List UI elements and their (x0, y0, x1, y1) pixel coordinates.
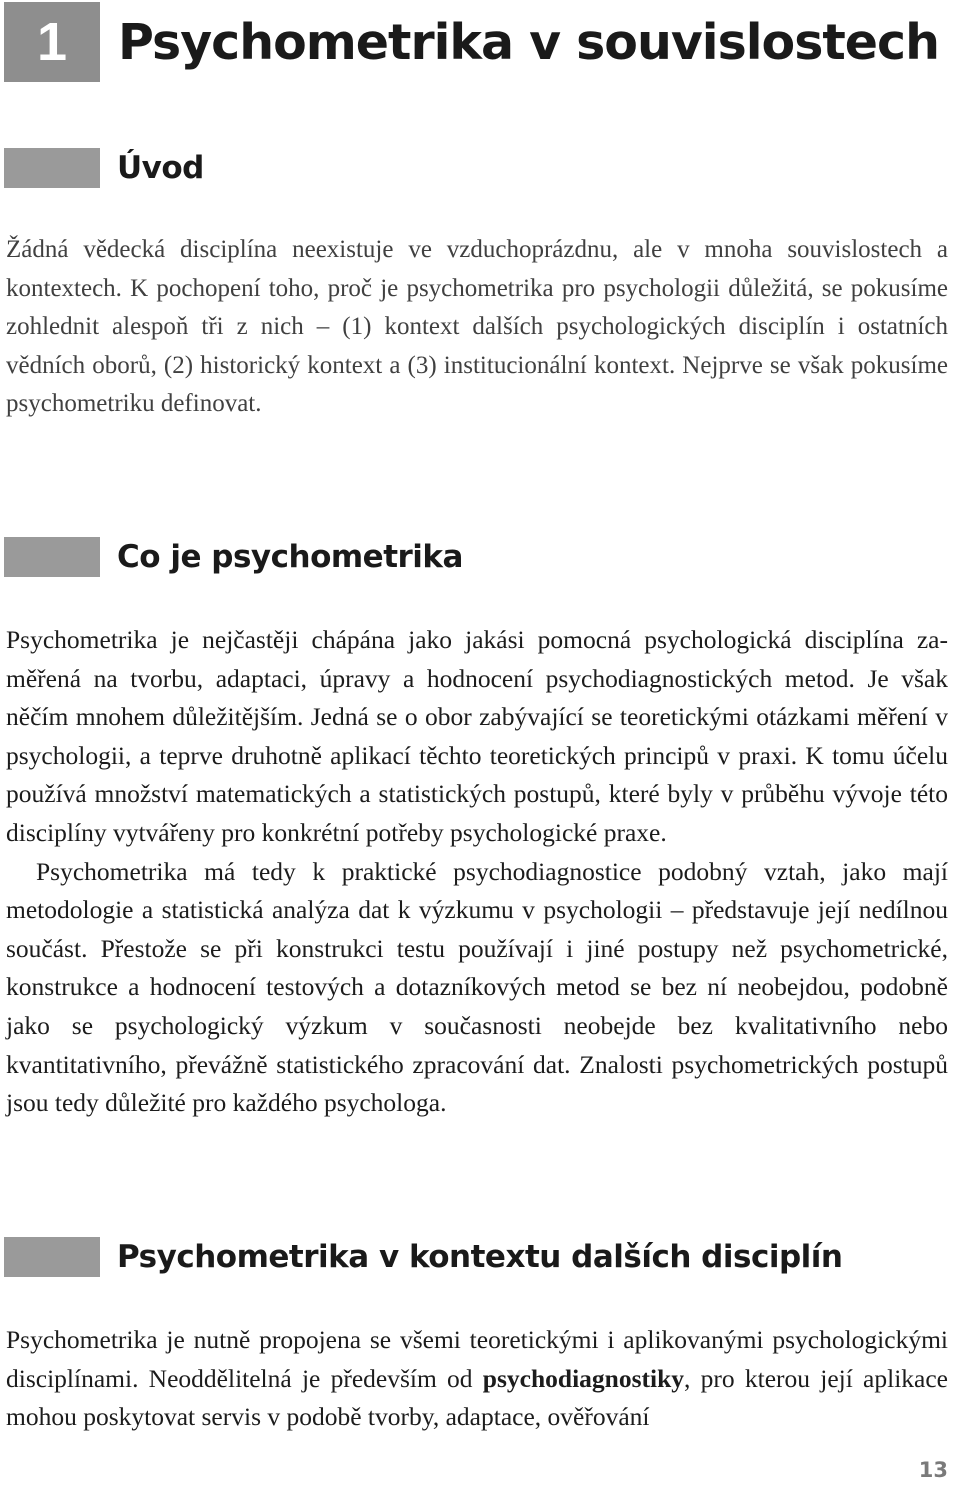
section-heading-kontext-disciplin (4, 1235, 842, 1279)
chapter-heading (4, 2, 939, 82)
chapter-number: 1 (4, 2, 100, 82)
context-text-start: Psychometrika je nutně propojena se všemi teoretickými i aplikovanými psychologickými disciplínami. Neoddělitelná je především od (6, 1325, 948, 1393)
intro-paragraph: Žádná vědecká disciplína neexistuje ve vzduchoprázdnu, ale v mnoha souvislostech a kontextech. K pochopení toho, proč je psychometrika pro psychologii důležitá, se pokusíme zohlednit alespoň tři z nich – (1) kontext dalších psychologických disciplín i ostatních vědních oborů, (2) historický kontext a (3) institucionální kontext. Nejprve se však pokusíme psychometriku definovat. (6, 236, 948, 418)
context-paragraph (6, 1321, 948, 1437)
section-marker-bar (4, 537, 100, 577)
definition-paragraph-1: Psychometrika je nejčastěji chápána jako jakási pomocná psychologická disciplína zaměřená na tvorbu, adaptaci, úpravy a hodnocení psychodiagnostických metod. Je však něčím mnohem důležitějším. Jedná se o obor zabývající se teoretickými otázkami měření v psychologii, a teprve druhotně aplikací těchto teoretických principů v praxi. K tomu účelu používá množství matematických a statistických postupů, které byly v průběhu vývoje této disciplíny vytvářeny pro konkrétní potřeby psychologické praxe. (6, 625, 948, 847)
page-number: 13 (918, 1458, 948, 1482)
section-title: Psychometrika v kontextu dalších disciplín (117, 1239, 843, 1275)
section-title: Co je psychometrika (117, 539, 463, 575)
section-heading-uvod (4, 146, 204, 190)
section-heading-co-je-psychometrika (4, 535, 463, 579)
context-text-end: , pro kterou její aplikace mohou poskytovat servis v podobě tvorby, adaptace, ověřování (6, 1363, 949, 1432)
section-title: Úvod (117, 150, 204, 186)
bold-term: psychodiagnostiky (482, 1363, 685, 1393)
definition-body (6, 621, 948, 1123)
chapter-title: Psychometrika v souvislostech (118, 13, 939, 71)
definition-paragraph-2: Psychometrika má tedy k praktické psychodiagnostice podobný vztah, jako mají metodologie a statistická analýza dat k výzkumu v psychologii – představuje její nedílnou součást. Přestože se při konstrukci testu používají i jiné postupy než psychometrické, konstrukce a hodnocení testových a dotazníkových metod se bez ní neobejdou, podobně jako se psychologický výzkum v současnosti neobejde bez kvalitativního nebo kvantitativního, převážně statistického zpracování dat. Znalosti psychometrických postupů jsou tedy důležité pro každého psychologa. (6, 856, 948, 1118)
section-marker-bar (4, 1237, 100, 1277)
section-marker-bar (4, 148, 100, 188)
